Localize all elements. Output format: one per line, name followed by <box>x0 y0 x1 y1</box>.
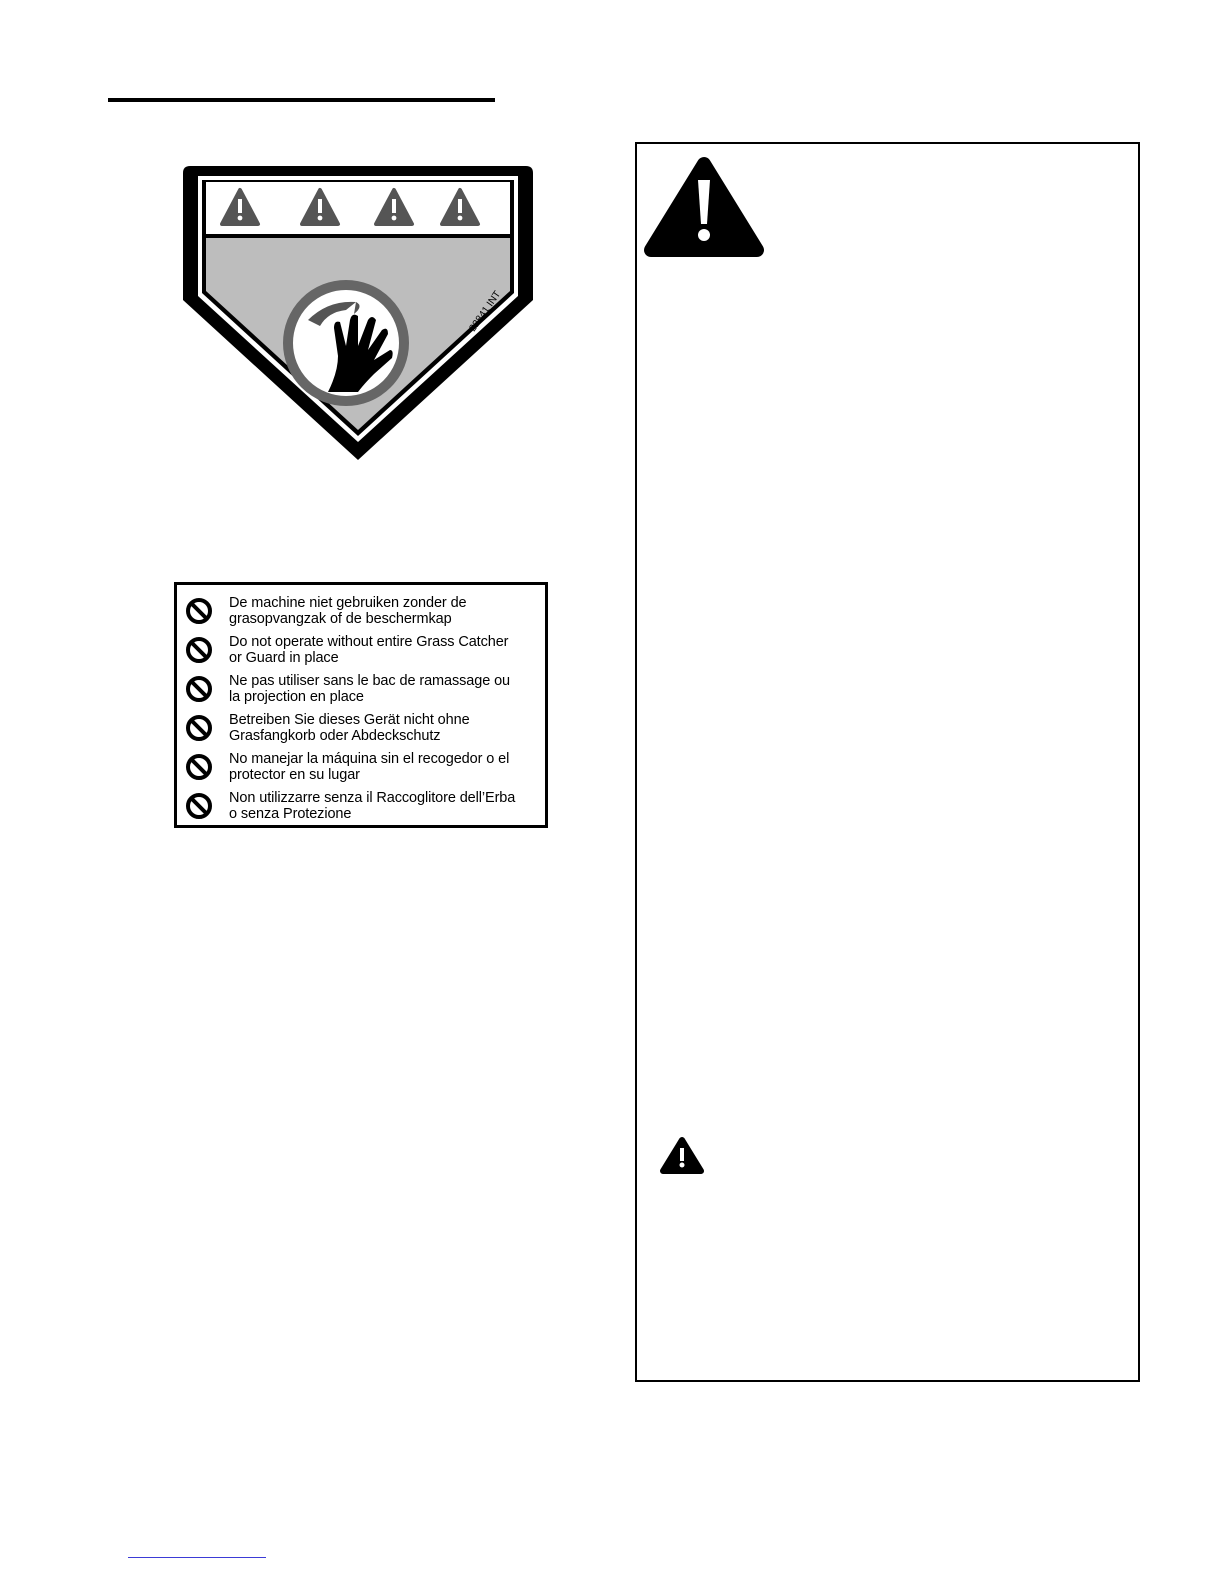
label-text <box>229 673 510 705</box>
label-text <box>229 712 470 744</box>
label-line: or Guard in place <box>229 649 339 666</box>
label-row-spanish <box>185 747 539 786</box>
decal-part-number: 22841 INT <box>467 289 504 334</box>
label-line: No manejar la máquina sin el recogedor o el <box>229 750 510 767</box>
label-text <box>229 751 509 783</box>
label-text <box>229 595 467 627</box>
label-line: la projection en place <box>229 688 364 705</box>
multilingual-warning-label <box>174 582 548 828</box>
prohibition-icon <box>185 753 213 781</box>
prohibition-icon <box>185 597 213 625</box>
label-line: Betreiben Sie dieses Gerät nicht ohne <box>229 711 470 728</box>
label-row-italian <box>185 786 539 825</box>
warning-box <box>635 142 1140 1382</box>
prohibition-icon <box>185 636 213 664</box>
prohibition-icon <box>185 792 213 820</box>
label-line: o senza Protezione <box>229 805 352 822</box>
warning-triangle-icon <box>659 1136 705 1176</box>
label-line: Do not operate without entire Grass Catcher <box>229 633 509 650</box>
warning-triangle-icon <box>643 156 765 258</box>
label-line: Ne pas utiliser sans le bac de ramassage ou <box>229 672 511 689</box>
label-line: Grasfangkorb oder Abdeckschutz <box>229 727 441 744</box>
label-row-dutch <box>185 591 539 630</box>
label-text <box>229 790 515 822</box>
prohibition-icon <box>185 714 213 742</box>
prohibition-icon <box>185 675 213 703</box>
safety-decal <box>178 160 538 465</box>
bottom-rule <box>128 1557 266 1558</box>
label-line: Non utilizzarre senza il Raccoglitore dell’Erba <box>229 789 516 806</box>
label-line: protector en su lugar <box>229 766 360 783</box>
safety-decal-graphic <box>178 160 538 465</box>
top-rule <box>108 98 495 102</box>
label-row-english <box>185 630 539 669</box>
label-text <box>229 634 508 666</box>
label-row-german <box>185 708 539 747</box>
label-row-french <box>185 669 539 708</box>
hand-injury-icon <box>288 285 404 401</box>
label-line: De machine niet gebruiken zonder de <box>229 594 467 611</box>
label-line: grasopvangzak of de beschermkap <box>229 610 452 627</box>
